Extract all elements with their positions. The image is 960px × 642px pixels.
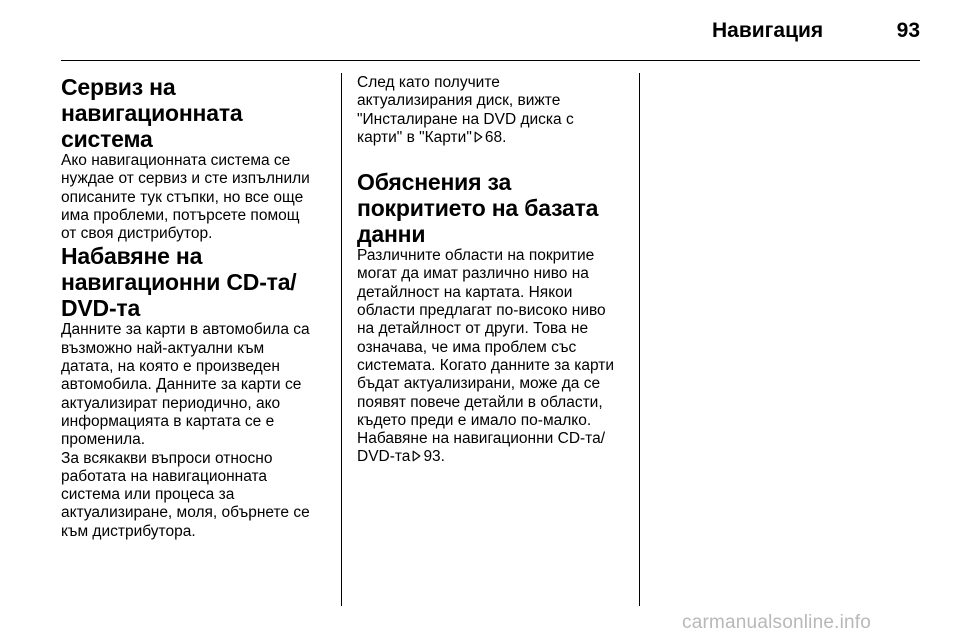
text-line: бъдат актуализирани, може да се — [357, 375, 601, 393]
text-line: променила. — [61, 431, 146, 449]
text-line: След като получите — [357, 74, 500, 91]
paragraph-questions — [61, 450, 333, 541]
section-title-obtaining-discs — [61, 243, 333, 321]
cross-reference-icon — [474, 131, 483, 143]
header-rule — [61, 60, 920, 61]
text-line: Ако навигационната система се — [61, 152, 291, 169]
text-line: информацията в картата се е — [61, 412, 275, 430]
text-column-2 — [357, 74, 629, 467]
text-line: възможно най-актуални към — [61, 339, 265, 357]
text-line: от своя дистрибутор. — [61, 225, 213, 243]
text-line: автомобила. Данните за карти се — [61, 376, 302, 394]
section-title-line: Сервиз на — [61, 74, 176, 100]
column-divider-left — [341, 73, 342, 606]
text-line: описаните тук стъпки, но все още — [61, 188, 304, 206]
text-line: детайлност на картата. Някои — [357, 283, 573, 301]
text-line: има проблеми, потърсете помощ — [61, 206, 300, 224]
cross-reference-page[interactable]: 93. — [423, 448, 445, 466]
text-column-1 — [61, 74, 333, 541]
section-title-coverage — [357, 169, 629, 247]
page-header-title: Навигация — [712, 19, 824, 42]
text-line: Набавяне на навигационни CD-та/ — [357, 430, 606, 448]
section-title-line: Обяснения за — [357, 169, 512, 196]
text-line — [357, 448, 629, 466]
column-divider-right — [639, 73, 640, 606]
text-fragment: карти" в "Карти" — [357, 128, 472, 146]
text-line: където преди е имало по-малко. — [357, 411, 592, 429]
page-number: 93 — [896, 19, 920, 42]
text-line: означава, че има проблем със — [357, 338, 577, 356]
text-line: актуализирания диск, вижте — [357, 92, 561, 110]
text-line: датата, на която е произведен — [61, 358, 280, 376]
text-line: Данните за карти в автомобила са — [61, 321, 310, 339]
paragraph-service — [61, 152, 333, 243]
text-line: актуализират периодично, ако — [61, 394, 281, 412]
paragraph-after-update — [357, 74, 629, 147]
section-title-line: DVD-та — [61, 295, 141, 322]
text-line: могат да имат различно ниво на — [357, 265, 589, 283]
cross-reference-page[interactable]: 68. — [484, 128, 507, 146]
text-line: области предлагат по-високо ниво — [357, 302, 606, 320]
text-line: актуализиране, моля, обърнете се — [61, 504, 310, 522]
section-title-line: навигационната система — [61, 100, 243, 152]
text-line: нуждае от сервиз и сте изпълнили — [61, 170, 310, 188]
text-line: на детайлност от други. Това не — [357, 320, 589, 338]
text-line — [357, 129, 629, 147]
section-title-line: покритието на базата — [357, 195, 599, 222]
section-title-line: навигационни CD-та/ — [61, 269, 297, 296]
section-title-line: Набавяне на — [61, 243, 203, 270]
text-fragment: DVD-та — [357, 448, 411, 466]
text-line: Различните области на покритие — [357, 247, 595, 265]
text-line: "Инсталиране на DVD диска с — [357, 110, 574, 128]
text-line: система или процеса за — [61, 486, 235, 504]
text-line: За всякакви въпроси относно — [61, 449, 273, 467]
text-line: системата. Когато данните за карти — [357, 356, 614, 374]
text-line: появят повече детайли в области, — [357, 393, 603, 411]
cross-reference-icon — [412, 450, 421, 462]
text-line: към дистрибутора. — [61, 522, 196, 540]
paragraph-map-data — [61, 321, 333, 449]
watermark: carmanualsonline.info — [682, 612, 872, 633]
text-line: работата на навигационната — [61, 467, 268, 485]
section-title-line: данни — [357, 221, 426, 248]
section-title-service — [61, 74, 333, 152]
paragraph-coverage — [357, 247, 629, 467]
